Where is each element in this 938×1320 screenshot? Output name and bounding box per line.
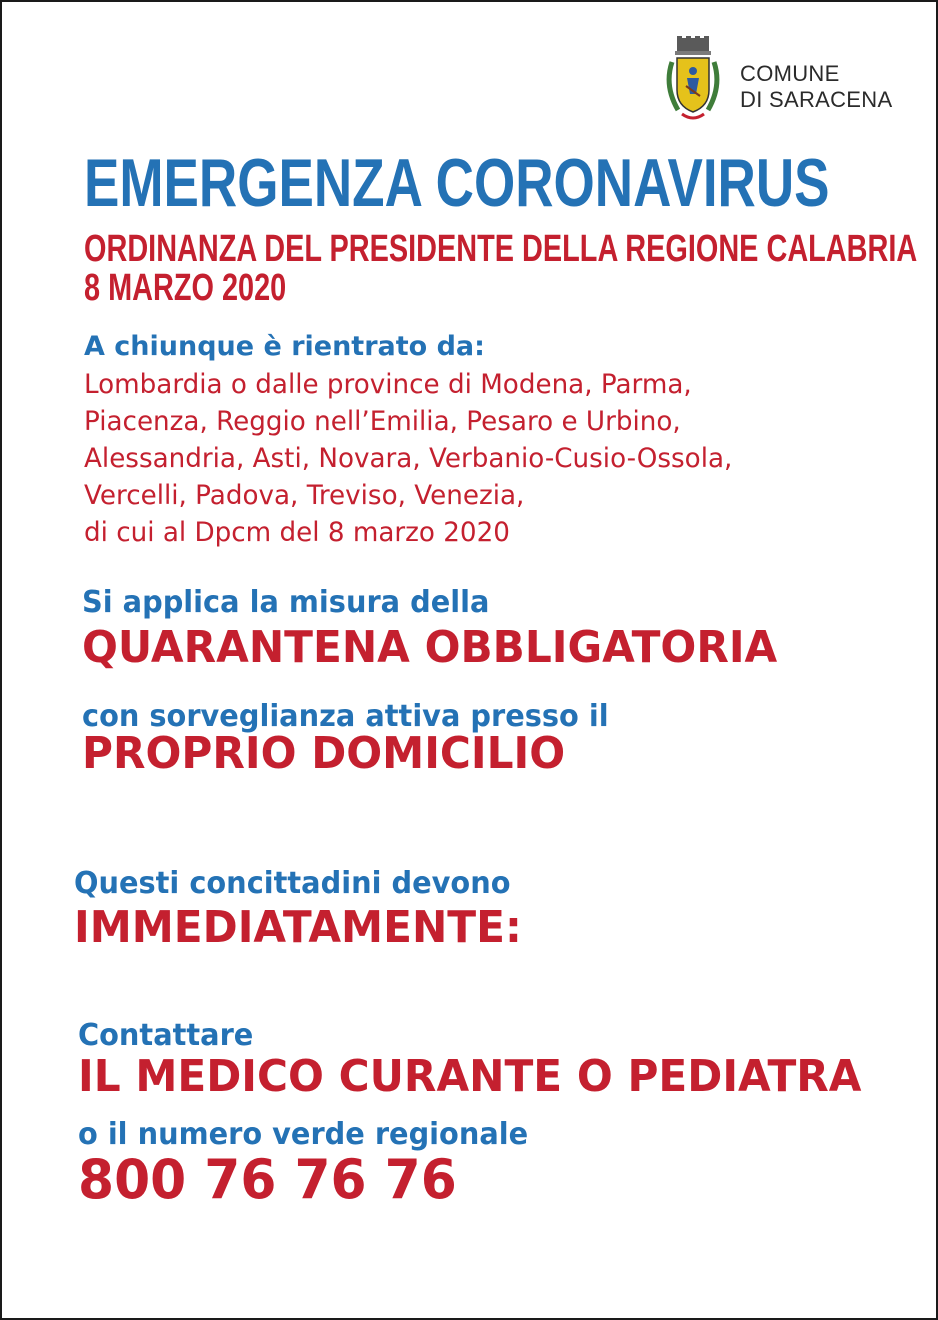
page-title: EMERGENZA CORONAVIRUS [84, 145, 830, 221]
province-line: Vercelli, Padova, Treviso, Venezia, [84, 480, 525, 511]
hotline-number: 800 76 76 76 [78, 1148, 457, 1211]
municipality-name-line1: COMUNE [740, 61, 840, 86]
ordinance-date: 8 MARZO 2020 [84, 267, 287, 309]
intro-text: A chiunque è rientrato da: [84, 331, 485, 362]
municipality-name-line2: DI SARACENA [740, 87, 893, 112]
ordinance-subtitle: ORDINANZA DEL PRESIDENTE DELLA REGIONE CALABRIA [84, 228, 918, 270]
citizens-intro: Questi concittadini devono [74, 866, 511, 901]
province-line: Lombardia o dalle province di Modena, Parma, [84, 369, 692, 400]
province-line: Alessandria, Asti, Novara, Verbanio-Cusio-Ossola, [84, 443, 733, 474]
immediately-heading: IMMEDIATAMENTE: [74, 902, 522, 953]
doctor-heading: IL MEDICO CURANTE O PEDIATRA [78, 1051, 862, 1102]
surveillance-intro: con sorveglianza attiva presso il [82, 699, 609, 734]
province-line: Piacenza, Reggio nell’Emilia, Pesaro e Urbino, [84, 406, 681, 437]
domicile-heading: PROPRIO DOMICILIO [82, 728, 566, 779]
hotline-intro: o il numero verde regionale [78, 1117, 529, 1152]
measure-intro: Si applica la misura della [82, 585, 490, 620]
municipal-crest-icon [662, 36, 724, 122]
province-line: di cui al Dpcm del 8 marzo 2020 [84, 517, 510, 548]
quarantine-heading: QUARANTENA OBBLIGATORIA [82, 622, 778, 673]
contact-intro: Contattare [78, 1018, 254, 1053]
